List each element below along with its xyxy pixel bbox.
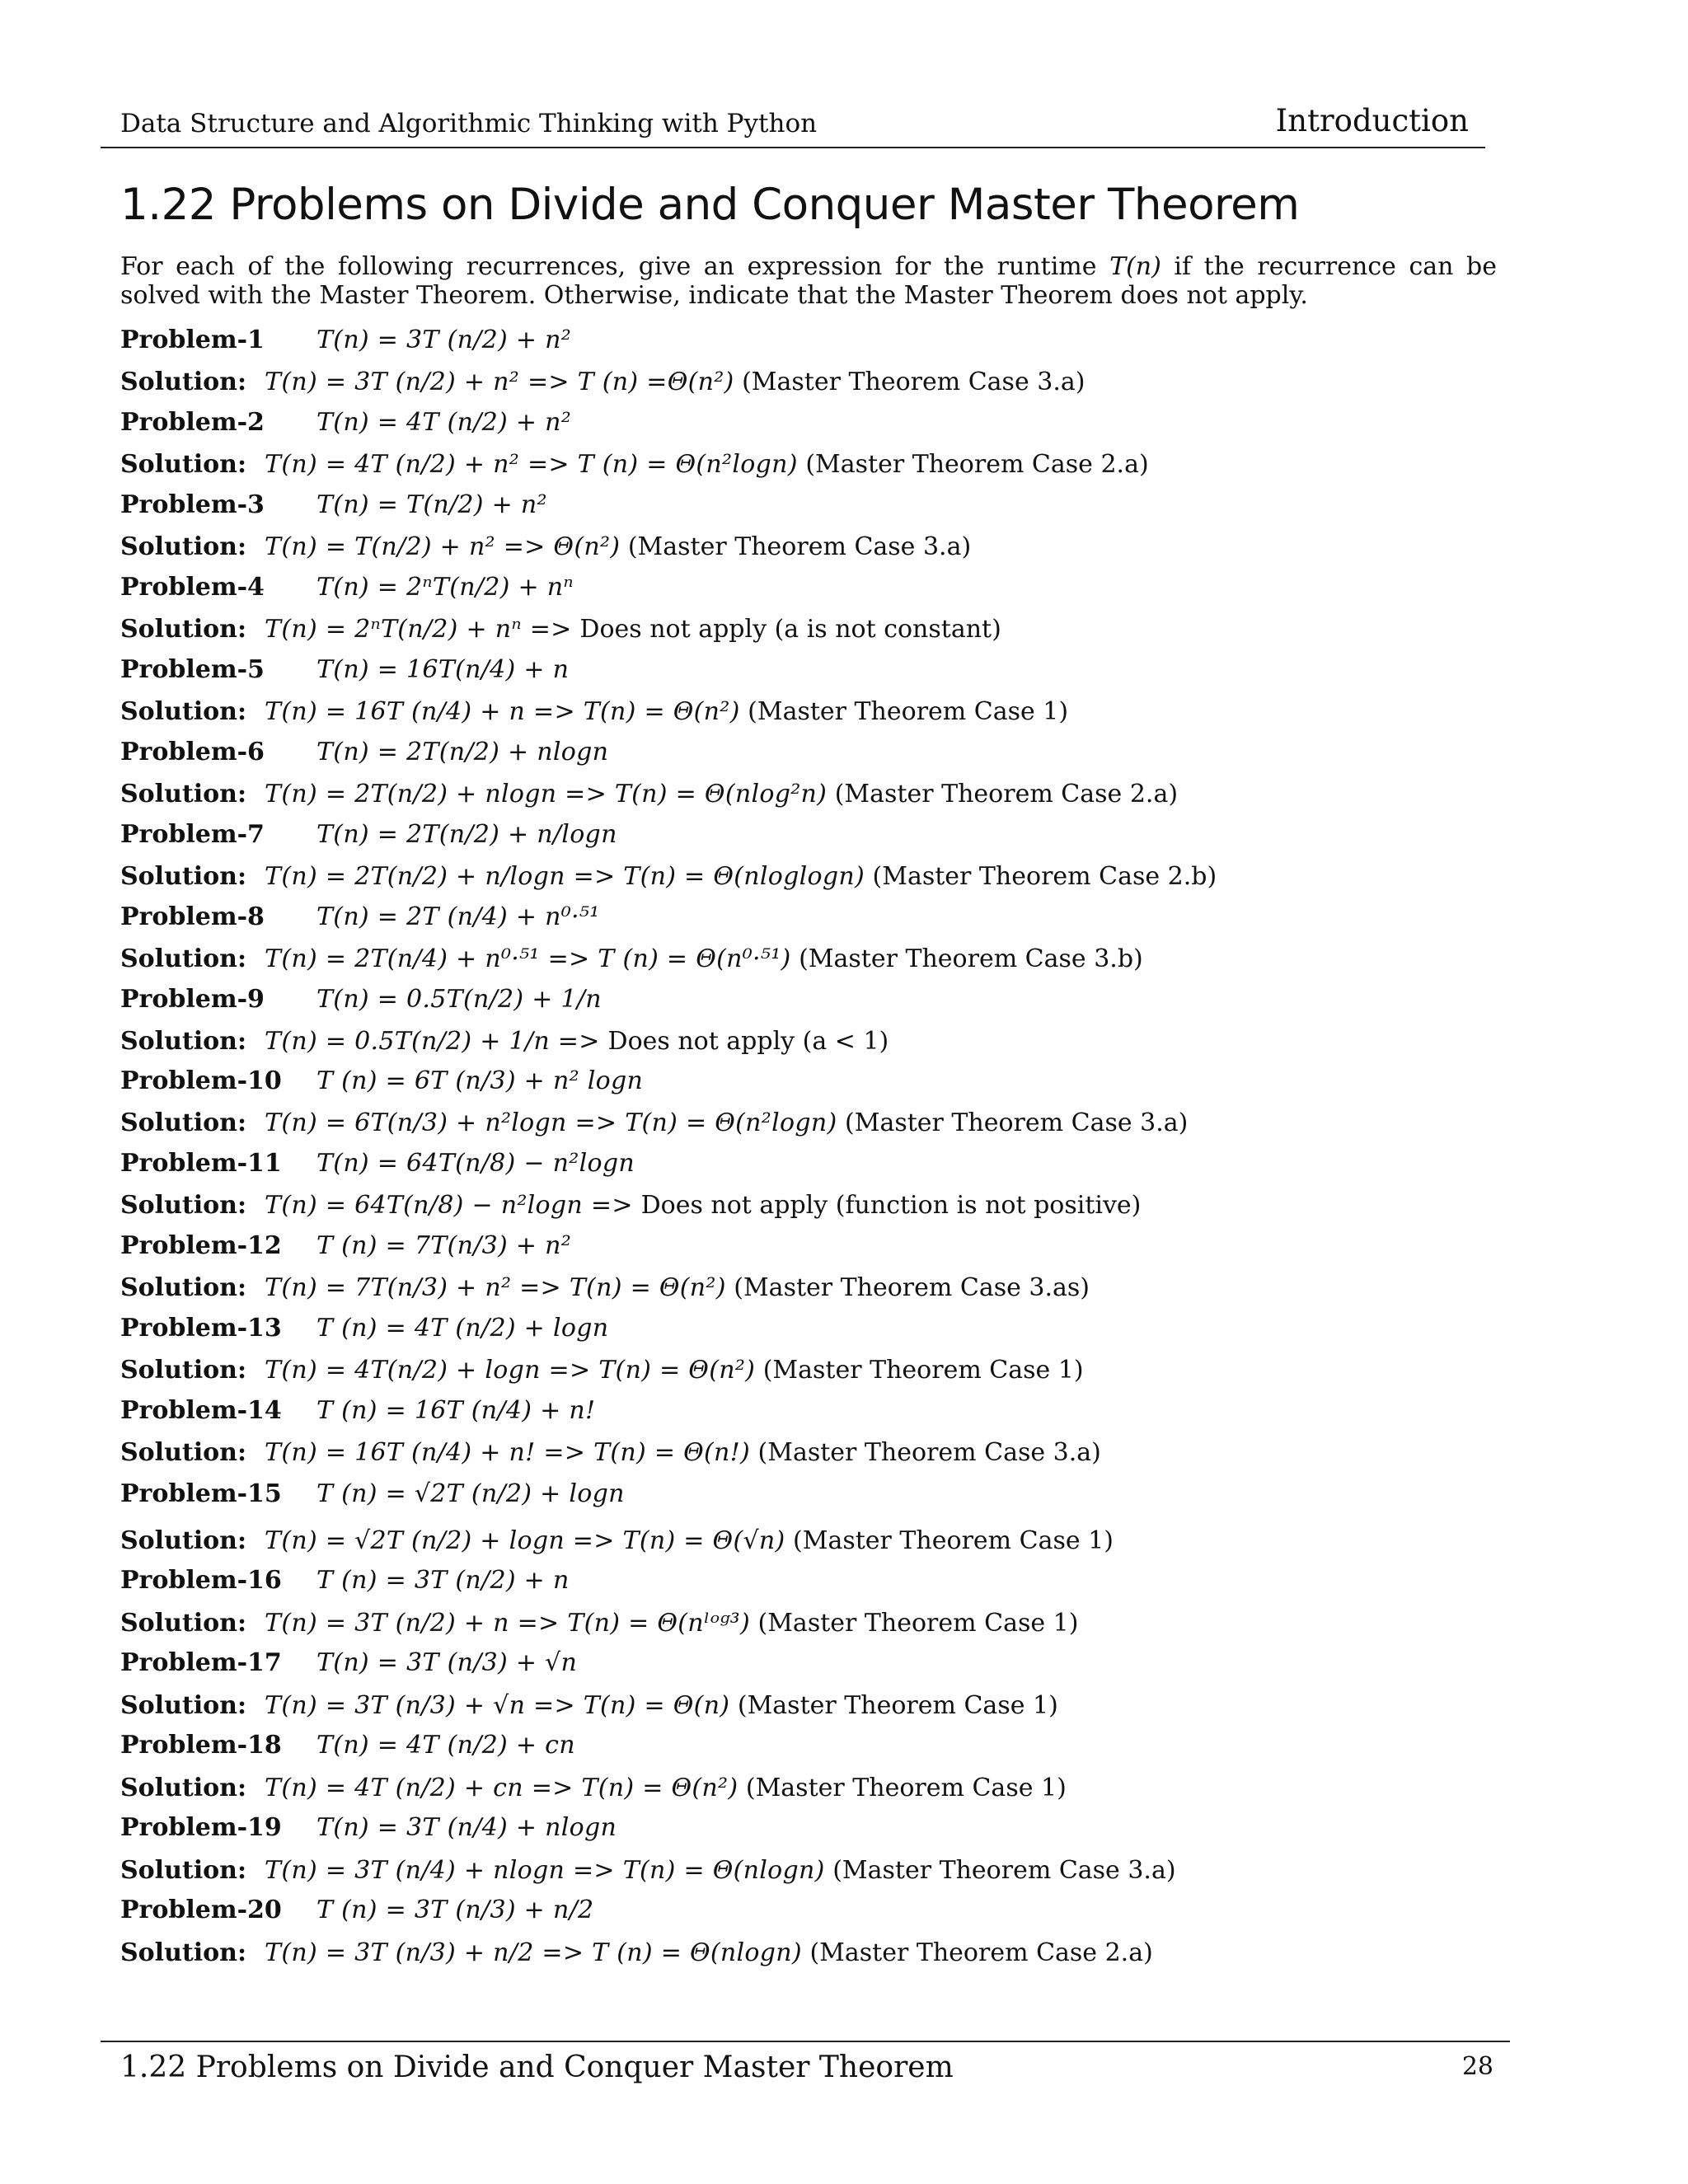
solution-expression: T(n) = 6T(n/3) + n²logn => T(n) = Θ(n²logn) <box>265 1108 837 1137</box>
problem-label: Problem-11 <box>120 1149 282 1178</box>
solution-label: Solution: <box>120 450 247 479</box>
solution-row <box>120 860 1217 893</box>
section-title: 1.22 Problems on Divide and Conquer Master Theorem <box>120 180 1300 230</box>
intro-math: T(n) <box>1109 252 1161 281</box>
intro-text-start: For each of the following recurrences, give an expression for the runtime <box>120 252 1110 281</box>
solution-note: Does not apply (function is not positive) <box>640 1191 1142 1220</box>
solution-label: Solution: <box>120 1273 247 1302</box>
solution-expression: T(n) = 2ⁿT(n/2) + nⁿ => <box>265 615 580 644</box>
solution-row <box>120 1189 1141 1222</box>
solution-row <box>120 366 1085 399</box>
solution-label: Solution: <box>120 697 247 726</box>
solution-label: Solution: <box>120 944 247 973</box>
solution-note: (Master Theorem Case 3.as) <box>725 1273 1090 1302</box>
problem-label: Problem-6 <box>120 738 265 766</box>
solution-label: Solution: <box>120 1526 247 1555</box>
solution-expression: T(n) = 3T (n/4) + nlogn => T(n) = Θ(nlogn) <box>265 1856 825 1885</box>
problem-label: Problem-3 <box>120 490 265 519</box>
problem-row <box>120 736 608 769</box>
problem-row <box>120 1147 635 1180</box>
solution-row <box>120 613 1001 646</box>
problem-row <box>120 1065 643 1098</box>
solution-label: Solution: <box>120 615 247 644</box>
solution-note: (Master Theorem Case 2.a) <box>827 780 1179 808</box>
page-number: 28 <box>1461 2052 1493 2081</box>
solution-label: Solution: <box>120 1356 247 1385</box>
problem-row <box>120 571 574 604</box>
problem-label: Problem-2 <box>120 408 265 437</box>
solution-row <box>120 1937 1153 1970</box>
running-footer <box>101 2041 1510 2100</box>
problem-recurrence: T(n) = 3T (n/3) + √n <box>316 1648 578 1677</box>
intro-text-end: if the recurrence can be solved with the Master Theorem. Otherwise, indicate that the Master Theorem does not apply. <box>120 252 1498 310</box>
running-header <box>101 99 1485 148</box>
solution-note: (Master Theorem Case 1) <box>738 1774 1067 1802</box>
solution-row <box>120 1854 1176 1887</box>
footer-section-title: 1.22 Problems on Divide and Conquer Master Theorem <box>120 2050 954 2084</box>
problem-row <box>120 1230 571 1263</box>
solution-expression: T(n) = 2T(n/4) + n⁰·⁵¹ => T (n) = Θ(n⁰·⁵¹) <box>265 944 791 973</box>
problem-label: Problem-7 <box>120 820 265 849</box>
problem-recurrence: T (n) = 3T (n/2) + n <box>316 1566 570 1595</box>
solution-label: Solution: <box>120 1691 247 1720</box>
solution-label: Solution: <box>120 1108 247 1137</box>
solution-expression: T(n) = 3T (n/2) + n => T(n) = Θ(nˡᵒᵍ³) <box>265 1609 750 1638</box>
solution-expression: T(n) = 3T (n/3) + n/2 => T (n) = Θ(nlogn) <box>265 1938 802 1967</box>
solution-note: (Master Theorem Case 1) <box>729 1691 1058 1720</box>
intro-paragraph <box>120 252 1497 310</box>
solution-expression: T(n) = 4T (n/2) + n² => T (n) = Θ(n²logn) <box>265 450 798 479</box>
solution-label: Solution: <box>120 780 247 808</box>
solution-row <box>120 1690 1058 1722</box>
solution-note: (Master Theorem Case 1) <box>749 1609 1079 1638</box>
solution-note: (Master Theorem Case 2.b) <box>865 862 1217 891</box>
chapter-title: Introduction <box>1275 103 1469 138</box>
solution-expression: T(n) = T(n/2) + n² => Θ(n²) <box>265 532 621 561</box>
solution-expression: T(n) = 16T (n/4) + n! => T(n) = Θ(n!) <box>265 1438 750 1467</box>
problem-label: Problem-19 <box>120 1813 282 1842</box>
solution-expression: T(n) = 64T(n/8) − n²logn => <box>265 1191 641 1220</box>
problem-label: Problem-15 <box>120 1479 282 1508</box>
problem-label: Problem-17 <box>120 1648 282 1677</box>
problem-recurrence: T(n) = 64T(n/8) − n²logn <box>316 1149 635 1178</box>
problem-label: Problem-5 <box>120 655 265 684</box>
problem-recurrence: T(n) = 4T (n/2) + n² <box>316 408 572 437</box>
solution-row <box>120 1354 1084 1387</box>
problem-row <box>120 1478 625 1511</box>
solution-row <box>120 696 1068 729</box>
solution-note: (Master Theorem Case 1) <box>739 697 1069 726</box>
problem-recurrence: T (n) = 6T (n/3) + n² logn <box>316 1066 644 1095</box>
solution-note: (Master Theorem Case 3.a) <box>837 1108 1189 1137</box>
solution-expression: T(n) = 4T (n/2) + cn => T(n) = Θ(n²) <box>265 1774 738 1802</box>
problem-recurrence: T (n) = 4T (n/2) + logn <box>316 1314 609 1343</box>
solution-note: (Master Theorem Case 1) <box>755 1356 1084 1385</box>
problem-label: Problem-14 <box>120 1396 282 1425</box>
solution-label: Solution: <box>120 1609 247 1638</box>
problem-row <box>120 1729 575 1762</box>
solution-label: Solution: <box>120 1191 247 1220</box>
solution-note: (Master Theorem Case 3.a) <box>734 368 1085 396</box>
solution-note: (Master Theorem Case 3.b) <box>790 944 1143 973</box>
problem-recurrence: T(n) = 2T(n/2) + nlogn <box>316 738 609 766</box>
solution-row <box>120 1525 1114 1558</box>
solution-note: Does not apply (a is not constant) <box>579 615 1001 644</box>
solution-expression: T(n) = 7T(n/3) + n² => T(n) = Θ(n²) <box>265 1273 726 1302</box>
problem-recurrence: T (n) = 7T(n/3) + n² <box>316 1231 572 1260</box>
problem-recurrence: T(n) = 3T (n/4) + nlogn <box>316 1813 617 1842</box>
problem-row <box>120 1894 593 1927</box>
problem-row <box>120 818 617 851</box>
solution-expression: T(n) = 2T(n/2) + nlogn => T(n) = Θ(nlog²n) <box>265 780 828 808</box>
solution-row <box>120 1107 1188 1140</box>
problem-recurrence: T (n) = 3T (n/3) + n/2 <box>316 1896 594 1924</box>
solution-expression: T(n) = 16T (n/4) + n => T(n) = Θ(n²) <box>265 697 740 726</box>
solution-row <box>120 1025 889 1058</box>
problem-label: Problem-9 <box>120 985 265 1014</box>
solution-label: Solution: <box>120 1938 247 1967</box>
solution-label: Solution: <box>120 862 247 891</box>
solution-row <box>120 1436 1101 1469</box>
solution-row <box>120 1607 1078 1640</box>
problem-label: Problem-1 <box>120 326 265 354</box>
problem-recurrence: T(n) = 2ⁿT(n/2) + nⁿ <box>316 573 574 602</box>
solution-row <box>120 531 971 564</box>
solution-expression: T(n) = √2T (n/2) + logn => T(n) = Θ(√n) <box>265 1526 785 1555</box>
problem-row <box>120 901 600 934</box>
solution-row <box>120 1272 1090 1305</box>
solution-expression: T(n) = 3T (n/2) + n² => T (n) =Θ(n²) <box>265 368 734 396</box>
problem-row <box>120 1811 617 1844</box>
problem-row <box>120 1564 570 1597</box>
solution-note: (Master Theorem Case 2.a) <box>797 450 1149 479</box>
problem-label: Problem-10 <box>120 1066 282 1095</box>
problem-recurrence: T(n) = 4T (n/2) + cn <box>316 1731 575 1760</box>
solution-note: (Master Theorem Case 1) <box>785 1526 1114 1555</box>
problem-row <box>120 654 569 687</box>
solution-expression: T(n) = 3T (n/3) + √n => T(n) = Θ(n) <box>265 1691 730 1720</box>
problem-label: Problem-18 <box>120 1731 282 1760</box>
problem-label: Problem-12 <box>120 1231 282 1260</box>
problem-label: Problem-8 <box>120 902 265 931</box>
solution-expression: T(n) = 2T(n/2) + n/logn => T(n) = Θ(nloglogn) <box>265 862 865 891</box>
solution-expression: T(n) = 4T(n/2) + logn => T(n) = Θ(n²) <box>265 1356 756 1385</box>
solution-label: Solution: <box>120 532 247 561</box>
problem-label: Problem-4 <box>120 573 265 602</box>
problem-recurrence: T(n) = 3T (n/2) + n² <box>316 326 572 354</box>
problem-row <box>120 324 571 357</box>
problem-label: Problem-13 <box>120 1314 282 1343</box>
problem-recurrence: T(n) = 16T(n/4) + n <box>316 655 570 684</box>
solution-expression: T(n) = 0.5T(n/2) + 1/n => <box>265 1027 608 1056</box>
solution-label: Solution: <box>120 1027 247 1056</box>
solution-label: Solution: <box>120 1438 247 1467</box>
problem-label: Problem-16 <box>120 1566 282 1595</box>
solution-row <box>120 448 1149 481</box>
solution-row <box>120 778 1178 811</box>
solution-note: Does not apply (a < 1) <box>607 1027 889 1056</box>
problem-row <box>120 406 571 439</box>
solution-note: (Master Theorem Case 2.a) <box>801 1938 1153 1967</box>
solution-row <box>120 943 1143 976</box>
solution-note: (Master Theorem Case 3.a) <box>750 1438 1101 1467</box>
solution-label: Solution: <box>120 1856 247 1885</box>
problem-row <box>120 1312 608 1345</box>
problem-recurrence: T(n) = 2T (n/4) + n⁰·⁵¹ <box>316 902 600 931</box>
problem-recurrence: T (n) = √2T (n/2) + logn <box>316 1479 625 1508</box>
book-title: Data Structure and Algorithmic Thinking with Python <box>120 109 818 138</box>
problem-row <box>120 489 547 522</box>
problem-recurrence: T(n) = T(n/2) + n² <box>316 490 547 519</box>
problem-row <box>120 983 602 1016</box>
solution-note: (Master Theorem Case 3.a) <box>824 1856 1176 1885</box>
problem-row <box>120 1647 577 1680</box>
problem-recurrence: T (n) = 16T (n/4) + n! <box>316 1396 596 1425</box>
problem-row <box>120 1394 595 1427</box>
solution-label: Solution: <box>120 368 247 396</box>
problem-recurrence: T(n) = 0.5T(n/2) + 1/n <box>316 985 602 1014</box>
solution-row <box>120 1772 1067 1805</box>
problem-label: Problem-20 <box>120 1896 282 1924</box>
problem-recurrence: T(n) = 2T(n/2) + n/logn <box>316 820 617 849</box>
solution-label: Solution: <box>120 1774 247 1802</box>
solution-note: (Master Theorem Case 3.a) <box>620 532 972 561</box>
